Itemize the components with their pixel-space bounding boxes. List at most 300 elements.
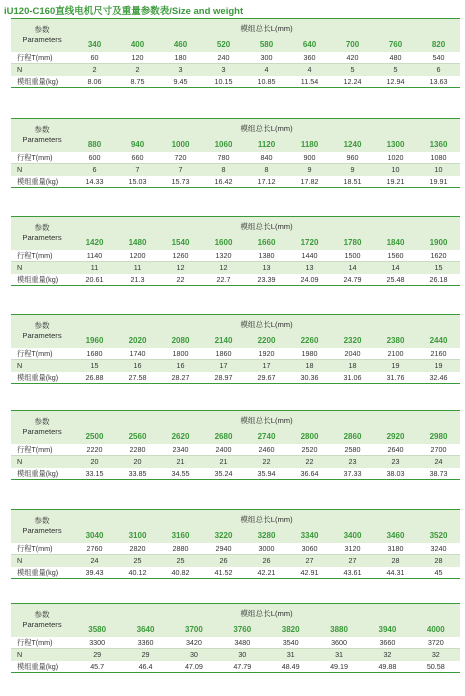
length-row — [11, 39, 460, 52]
stroke-row-cell: 240 — [202, 52, 245, 64]
length-cell: 2740 — [245, 431, 288, 444]
n-row-cell: 19 — [417, 360, 460, 372]
length-cell: 2980 — [417, 431, 460, 444]
n-row-label: N — [11, 555, 73, 567]
weight-row-cell: 23.39 — [245, 274, 288, 286]
n-row-cell: 4 — [288, 64, 331, 76]
length-cell: 1660 — [245, 237, 288, 250]
n-row-cell: 6 — [73, 164, 116, 176]
n-row-cell: 17 — [202, 360, 245, 372]
weight-row-cell: 41.52 — [202, 567, 245, 579]
length-cell: 3760 — [218, 624, 266, 637]
length-cell: 4000 — [412, 624, 460, 637]
length-cell: 2320 — [331, 335, 374, 348]
weight-row-cell: 28.97 — [202, 372, 245, 384]
parameters-header — [11, 119, 73, 152]
length-cell: 3820 — [267, 624, 315, 637]
length-cell: 3700 — [170, 624, 218, 637]
stroke-row-cell: 1620 — [417, 250, 460, 262]
n-row-cell: 20 — [116, 456, 159, 468]
stroke-row-cell: 2460 — [245, 444, 288, 456]
weight-row-cell: 39.43 — [73, 567, 116, 579]
weight-row — [11, 76, 460, 88]
length-cell: 2500 — [73, 431, 116, 444]
length-cell: 1900 — [417, 237, 460, 250]
stroke-row-cell: 3420 — [170, 637, 218, 649]
weight-row-cell: 49.88 — [363, 661, 411, 673]
n-row-cell: 14 — [331, 262, 374, 274]
length-cell: 2020 — [116, 335, 159, 348]
stroke-row-cell: 2760 — [73, 543, 116, 555]
stroke-row-label: 行程T(mm) — [11, 637, 73, 649]
weight-row-cell: 14.33 — [73, 176, 116, 188]
weight-row-cell: 26.18 — [417, 274, 460, 286]
stroke-row-cell: 300 — [245, 52, 288, 64]
weight-row-cell: 13.63 — [417, 76, 460, 88]
n-row — [11, 262, 460, 274]
n-row — [11, 64, 460, 76]
length-cell: 2620 — [159, 431, 202, 444]
length-cell: 3640 — [121, 624, 169, 637]
n-row-cell: 31 — [267, 649, 315, 661]
stroke-row — [11, 52, 460, 64]
weight-row-cell: 22.7 — [202, 274, 245, 286]
stroke-row-cell: 420 — [331, 52, 374, 64]
weight-row-cell: 50.58 — [412, 661, 460, 673]
length-row — [11, 335, 460, 348]
weight-row-cell: 33.15 — [73, 468, 116, 480]
stroke-row-cell: 3540 — [267, 637, 315, 649]
stroke-row-label: 行程T(mm) — [11, 444, 73, 456]
n-row-cell: 13 — [245, 262, 288, 274]
parameters-label-cn: 参数 — [34, 417, 50, 426]
stroke-row-cell: 2700 — [417, 444, 460, 456]
stroke-row-cell: 2400 — [202, 444, 245, 456]
parameters-label-en: Parameters — [22, 233, 62, 243]
stroke-row-cell: 2160 — [417, 348, 460, 360]
length-cell: 2440 — [417, 335, 460, 348]
n-row-cell: 28 — [417, 555, 460, 567]
n-row-cell: 26 — [202, 555, 245, 567]
length-cell: 580 — [245, 39, 288, 52]
total-length-header: 模组总长L(mm) — [73, 217, 460, 237]
stroke-row-cell: 3060 — [288, 543, 331, 555]
weight-row-cell: 19.21 — [374, 176, 417, 188]
size-weight-table-2 — [11, 118, 460, 188]
stroke-row-cell: 600 — [73, 152, 116, 164]
n-row-cell: 24 — [73, 555, 116, 567]
stroke-row-cell: 960 — [331, 152, 374, 164]
length-cell: 2380 — [374, 335, 417, 348]
n-row-cell: 8 — [245, 164, 288, 176]
stroke-row-cell: 720 — [159, 152, 202, 164]
n-row-cell: 12 — [159, 262, 202, 274]
weight-row — [11, 372, 460, 384]
length-cell: 1000 — [159, 139, 202, 152]
n-row-cell: 21 — [159, 456, 202, 468]
stroke-row-label: 行程T(mm) — [11, 348, 73, 360]
n-row-cell: 30 — [218, 649, 266, 661]
parameters-label-en: Parameters — [22, 526, 62, 536]
weight-row-cell: 36.64 — [288, 468, 331, 480]
stroke-row-cell: 60 — [73, 52, 116, 64]
length-cell: 3880 — [315, 624, 363, 637]
length-cell: 2860 — [331, 431, 374, 444]
length-cell: 1720 — [288, 237, 331, 250]
stroke-row-cell: 3180 — [374, 543, 417, 555]
n-row-cell: 25 — [159, 555, 202, 567]
stroke-row-cell: 2520 — [288, 444, 331, 456]
n-row-cell: 23 — [331, 456, 374, 468]
n-row-cell: 11 — [116, 262, 159, 274]
weight-row-cell: 24.09 — [288, 274, 331, 286]
parameters-label-cn: 参数 — [34, 516, 50, 525]
stroke-row-label: 行程T(mm) — [11, 543, 73, 555]
stroke-row-cell: 360 — [288, 52, 331, 64]
weight-row-cell: 47.79 — [218, 661, 266, 673]
stroke-row-cell: 1020 — [374, 152, 417, 164]
stroke-row-cell: 780 — [202, 152, 245, 164]
stroke-row-cell: 3480 — [218, 637, 266, 649]
n-row-cell: 2 — [116, 64, 159, 76]
n-row-cell: 19 — [374, 360, 417, 372]
n-row-cell: 27 — [331, 555, 374, 567]
length-row — [11, 624, 460, 637]
n-row-cell: 11 — [73, 262, 116, 274]
stroke-row-cell: 120 — [116, 52, 159, 64]
weight-row-cell: 26.88 — [73, 372, 116, 384]
stroke-row-cell: 2640 — [374, 444, 417, 456]
weight-row — [11, 567, 460, 579]
weight-row-cell: 17.12 — [245, 176, 288, 188]
weight-row-cell: 44.31 — [374, 567, 417, 579]
stroke-row-cell: 1740 — [116, 348, 159, 360]
n-row-label: N — [11, 164, 73, 176]
n-row-cell: 15 — [73, 360, 116, 372]
n-row-cell: 26 — [245, 555, 288, 567]
length-cell: 640 — [288, 39, 331, 52]
stroke-row-cell: 3000 — [245, 543, 288, 555]
length-cell: 1480 — [116, 237, 159, 250]
n-row-cell: 4 — [245, 64, 288, 76]
weight-row-cell: 35.24 — [202, 468, 245, 480]
weight-row-cell: 27.58 — [116, 372, 159, 384]
length-cell: 3040 — [73, 530, 116, 543]
weight-row-label: 模组重量(kg) — [11, 567, 73, 579]
weight-row-cell: 25.48 — [374, 274, 417, 286]
length-cell: 1180 — [288, 139, 331, 152]
weight-row-cell: 48.49 — [267, 661, 315, 673]
n-row-cell: 18 — [331, 360, 374, 372]
stroke-row-cell: 660 — [116, 152, 159, 164]
length-cell: 940 — [116, 139, 159, 152]
length-cell: 1840 — [374, 237, 417, 250]
length-cell: 3160 — [159, 530, 202, 543]
length-cell: 1360 — [417, 139, 460, 152]
length-cell: 1420 — [73, 237, 116, 250]
length-cell: 3280 — [245, 530, 288, 543]
weight-row-cell: 15.03 — [116, 176, 159, 188]
size-weight-table-6 — [11, 509, 460, 579]
n-row-label: N — [11, 649, 73, 661]
size-weight-table-5 — [11, 410, 460, 480]
n-row-cell: 32 — [412, 649, 460, 661]
parameters-header — [11, 411, 73, 444]
parameters-label-cn: 参数 — [34, 610, 50, 619]
n-row-cell: 9 — [331, 164, 374, 176]
length-cell: 3220 — [202, 530, 245, 543]
n-row-cell: 5 — [374, 64, 417, 76]
parameters-header — [11, 19, 73, 52]
weight-row-cell: 46.4 — [121, 661, 169, 673]
size-weight-table-7 — [11, 603, 460, 673]
length-cell: 1600 — [202, 237, 245, 250]
weight-row-cell: 24.79 — [331, 274, 374, 286]
n-row-cell: 16 — [159, 360, 202, 372]
stroke-row-cell: 2580 — [331, 444, 374, 456]
weight-row-cell: 10.15 — [202, 76, 245, 88]
weight-row-label: 模组重量(kg) — [11, 76, 73, 88]
stroke-row-cell: 1440 — [288, 250, 331, 262]
n-row-cell: 5 — [331, 64, 374, 76]
stroke-row-cell: 1080 — [417, 152, 460, 164]
stroke-row-cell: 2940 — [202, 543, 245, 555]
weight-row-cell: 12.24 — [331, 76, 374, 88]
weight-row — [11, 176, 460, 188]
length-cell: 3100 — [116, 530, 159, 543]
total-length-header: 模组总长L(mm) — [73, 119, 460, 139]
length-cell: 2920 — [374, 431, 417, 444]
n-row-cell: 18 — [288, 360, 331, 372]
weight-row-cell: 22 — [159, 274, 202, 286]
stroke-row-label: 行程T(mm) — [11, 250, 73, 262]
weight-row-cell: 42.21 — [245, 567, 288, 579]
weight-row-cell: 35.94 — [245, 468, 288, 480]
weight-row-cell: 8.75 — [116, 76, 159, 88]
stroke-row-cell: 2880 — [159, 543, 202, 555]
n-row-cell: 9 — [288, 164, 331, 176]
weight-row-cell: 33.85 — [116, 468, 159, 480]
n-row-cell: 14 — [374, 262, 417, 274]
stroke-row-cell: 3660 — [363, 637, 411, 649]
n-row-cell: 3 — [159, 64, 202, 76]
n-row-cell: 10 — [374, 164, 417, 176]
n-row — [11, 456, 460, 468]
weight-row-cell: 49.19 — [315, 661, 363, 673]
parameters-label-cn: 参数 — [34, 25, 50, 34]
page-title: iU120-C160直线电机尺寸及重量参数表/Size and weight — [4, 6, 244, 17]
n-row-cell: 27 — [288, 555, 331, 567]
weight-row-cell: 8.06 — [73, 76, 116, 88]
stroke-row-cell: 2040 — [331, 348, 374, 360]
size-weight-table-4 — [11, 314, 460, 384]
weight-row-cell: 10.85 — [245, 76, 288, 88]
stroke-row-cell: 1500 — [331, 250, 374, 262]
stroke-row-cell: 3240 — [417, 543, 460, 555]
weight-row-label: 模组重量(kg) — [11, 661, 73, 673]
length-cell: 3580 — [73, 624, 121, 637]
stroke-row-cell: 2340 — [159, 444, 202, 456]
parameters-header — [11, 604, 73, 637]
n-row-cell: 25 — [116, 555, 159, 567]
n-row-cell: 16 — [116, 360, 159, 372]
n-row-cell: 17 — [245, 360, 288, 372]
stroke-row-cell: 540 — [417, 52, 460, 64]
weight-row-cell: 15.73 — [159, 176, 202, 188]
length-cell: 1060 — [202, 139, 245, 152]
length-row — [11, 431, 460, 444]
total-length-header: 模组总长L(mm) — [73, 411, 460, 431]
weight-row-cell: 47.09 — [170, 661, 218, 673]
stroke-row-cell: 3600 — [315, 637, 363, 649]
stroke-row — [11, 250, 460, 262]
stroke-row-label: 行程T(mm) — [11, 52, 73, 64]
n-row-cell: 22 — [288, 456, 331, 468]
stroke-row-cell: 1140 — [73, 250, 116, 262]
length-cell: 2140 — [202, 335, 245, 348]
weight-row-cell: 16.42 — [202, 176, 245, 188]
weight-row-cell: 38.03 — [374, 468, 417, 480]
stroke-row-cell: 3120 — [331, 543, 374, 555]
total-length-header: 模组总长L(mm) — [73, 315, 460, 335]
weight-row-label: 模组重量(kg) — [11, 372, 73, 384]
weight-row-cell: 29.67 — [245, 372, 288, 384]
size-weight-table-1 — [11, 18, 460, 88]
parameters-header — [11, 315, 73, 348]
length-cell: 1120 — [245, 139, 288, 152]
length-cell: 880 — [73, 139, 116, 152]
weight-row-cell: 9.45 — [159, 76, 202, 88]
weight-row-cell: 30.36 — [288, 372, 331, 384]
stroke-row — [11, 348, 460, 360]
length-cell: 2680 — [202, 431, 245, 444]
n-row-cell: 10 — [417, 164, 460, 176]
weight-row-label: 模组重量(kg) — [11, 176, 73, 188]
parameters-label-en: Parameters — [22, 427, 62, 437]
weight-row-cell: 42.91 — [288, 567, 331, 579]
stroke-row-cell: 3720 — [412, 637, 460, 649]
weight-row-cell: 31.06 — [331, 372, 374, 384]
weight-row-cell: 45.7 — [73, 661, 121, 673]
length-cell: 460 — [159, 39, 202, 52]
n-row-cell: 31 — [315, 649, 363, 661]
stroke-row — [11, 444, 460, 456]
length-cell: 400 — [116, 39, 159, 52]
n-row-cell: 3 — [202, 64, 245, 76]
n-row — [11, 555, 460, 567]
length-cell: 2260 — [288, 335, 331, 348]
length-cell: 3460 — [374, 530, 417, 543]
weight-row-cell: 20.61 — [73, 274, 116, 286]
n-row-cell: 15 — [417, 262, 460, 274]
stroke-row-cell: 3360 — [121, 637, 169, 649]
parameters-header — [11, 510, 73, 543]
size-weight-table-3 — [11, 216, 460, 286]
weight-row-cell: 32.46 — [417, 372, 460, 384]
length-cell: 700 — [331, 39, 374, 52]
length-cell: 3520 — [417, 530, 460, 543]
stroke-row-cell: 840 — [245, 152, 288, 164]
n-row-cell: 13 — [288, 262, 331, 274]
weight-row-cell: 37.33 — [331, 468, 374, 480]
weight-row-label: 模组重量(kg) — [11, 468, 73, 480]
stroke-row-label: 行程T(mm) — [11, 152, 73, 164]
weight-row-cell: 21.3 — [116, 274, 159, 286]
stroke-row-cell: 1260 — [159, 250, 202, 262]
length-cell: 2080 — [159, 335, 202, 348]
weight-row — [11, 661, 460, 673]
stroke-row-cell: 1560 — [374, 250, 417, 262]
weight-row — [11, 468, 460, 480]
stroke-row-cell: 1320 — [202, 250, 245, 262]
total-length-header: 模组总长L(mm) — [73, 604, 460, 624]
length-row — [11, 530, 460, 543]
parameters-label-en: Parameters — [22, 35, 62, 45]
n-row-label: N — [11, 456, 73, 468]
parameters-header — [11, 217, 73, 250]
parameters-label-en: Parameters — [22, 135, 62, 145]
n-row-cell: 7 — [159, 164, 202, 176]
stroke-row-cell: 900 — [288, 152, 331, 164]
length-cell: 3400 — [331, 530, 374, 543]
stroke-row-cell: 3300 — [73, 637, 121, 649]
length-cell: 2560 — [116, 431, 159, 444]
length-cell: 1960 — [73, 335, 116, 348]
stroke-row-cell: 1200 — [116, 250, 159, 262]
length-cell: 1780 — [331, 237, 374, 250]
stroke-row-cell: 1680 — [73, 348, 116, 360]
weight-row-cell: 28.27 — [159, 372, 202, 384]
stroke-row — [11, 543, 460, 555]
parameters-label-cn: 参数 — [34, 223, 50, 232]
length-cell: 1540 — [159, 237, 202, 250]
n-row-cell: 30 — [170, 649, 218, 661]
n-row-label: N — [11, 360, 73, 372]
total-length-header: 模组总长L(mm) — [73, 19, 460, 39]
n-row-cell: 24 — [417, 456, 460, 468]
parameters-label-en: Parameters — [22, 331, 62, 341]
weight-row-cell: 19.91 — [417, 176, 460, 188]
stroke-row-cell: 1860 — [202, 348, 245, 360]
n-row-cell: 29 — [73, 649, 121, 661]
n-row-cell: 32 — [363, 649, 411, 661]
length-cell: 340 — [73, 39, 116, 52]
n-row-cell: 29 — [121, 649, 169, 661]
length-cell: 2200 — [245, 335, 288, 348]
n-row-label: N — [11, 262, 73, 274]
length-row — [11, 139, 460, 152]
weight-row-cell: 18.51 — [331, 176, 374, 188]
parameters-label-cn: 参数 — [34, 321, 50, 330]
n-row-cell: 21 — [202, 456, 245, 468]
weight-row-cell: 11.54 — [288, 76, 331, 88]
length-cell: 1300 — [374, 139, 417, 152]
length-row — [11, 237, 460, 250]
weight-row-cell: 34.55 — [159, 468, 202, 480]
stroke-row — [11, 637, 460, 649]
stroke-row — [11, 152, 460, 164]
weight-row-label: 模组重量(kg) — [11, 274, 73, 286]
weight-row-cell: 40.82 — [159, 567, 202, 579]
weight-row-cell: 38.73 — [417, 468, 460, 480]
n-row-cell: 22 — [245, 456, 288, 468]
n-row-cell: 28 — [374, 555, 417, 567]
n-row-cell: 23 — [374, 456, 417, 468]
weight-row-cell: 17.82 — [288, 176, 331, 188]
n-row-cell: 6 — [417, 64, 460, 76]
length-cell: 760 — [374, 39, 417, 52]
n-row — [11, 360, 460, 372]
